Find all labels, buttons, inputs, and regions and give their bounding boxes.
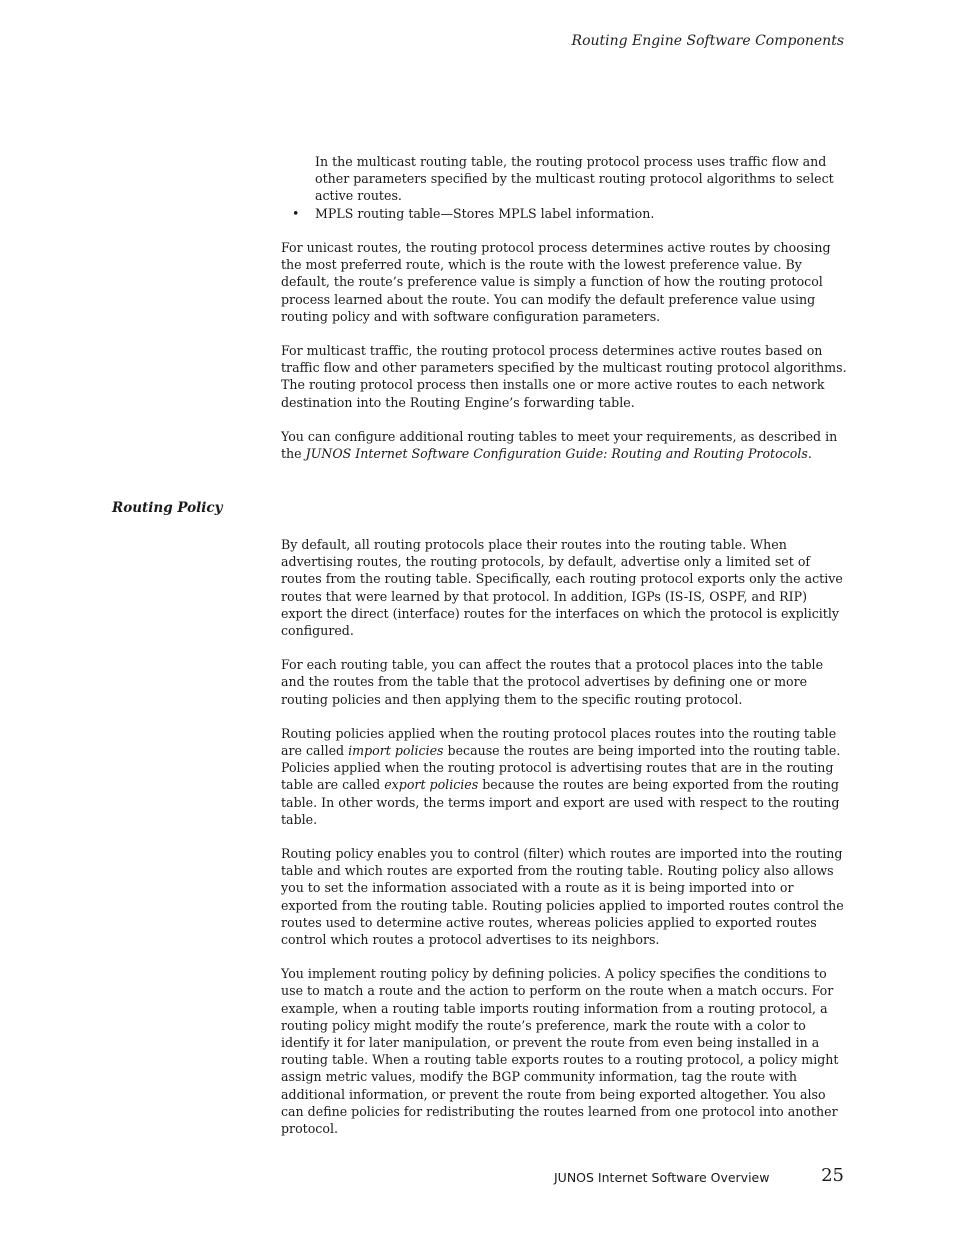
term-export-policies: export policies — [384, 777, 479, 793]
paragraph-text-end: . — [807, 446, 812, 462]
paragraph: In the multicast routing table, the routing protocol process uses traffic flow and other parameters specified by the multicast routing protocol algorithms to select active routes. — [315, 154, 834, 204]
bullet-text: MPLS routing table—Stores MPLS label information. — [315, 206, 655, 221]
paragraph-implement-policy: You implement routing policy by defining policies. A policy specifies the conditions to use to match a route and the action to perform on the route when a match occurs. For example, when a routing table imports routing information from a routing protocol, a routing policy might modify the route’s preference, mark the route with a color to identify it for later manipulation, or prevent the route from even being installed in a routing table. When a routing table exports routes to a routing protocol, a policy might assign metric values, modify the BGP community information, tag the route with additional information, or prevent the route from being exported altogether. You also can define policies for redistributing the routes learned from one protocol into another protocol. — [281, 966, 839, 1137]
paragraph-additional-tables — [281, 428, 849, 462]
paragraph-import-export — [281, 725, 849, 828]
footer-book-title: JUNOS Internet Software Overview — [554, 1170, 770, 1185]
section-heading: Routing Policy — [112, 500, 223, 516]
paragraph-multicast: For multicast traffic, the routing protocol process determines active routes based on traffic flow and other parameters specified by the multicast routing protocol algorithms. The routing protocol process then installs one or more active routes to each network destination into the Routing Engine’s forwarding table. — [281, 343, 847, 410]
page-number: 25 — [821, 1165, 844, 1186]
paragraph-unicast: For unicast routes, the routing protocol process determines active routes by choosing the most preferred route, which is the route with the lowest preference value. By default, the route’s preference value is simply a function of how the routing protocol process learned about the route. You can modify the default preference value using routing policy and with software configuration parameters. — [281, 240, 831, 324]
paragraph-affect-routes: For each routing table, you can affect the routes that a protocol places into the table and the routes from the table that the protocol advertises by defining one or more routing policies and then applying them to the specific routing protocol. — [281, 657, 824, 707]
intro-section — [281, 239, 849, 479]
paragraph-text: because the routes are being imported into the routing table. Policies applied when the routing protocol is advertising routes that are in the routing table are called — [281, 743, 841, 793]
routing-policy-section — [281, 536, 849, 1154]
term-import-policies: import policies — [348, 743, 444, 759]
bullet-icon: • — [292, 206, 300, 221]
running-header: Routing Engine Software Components — [571, 33, 844, 49]
paragraph-text: because the routes are being exported from the routing table. In other words, the terms import and export are used with respect to the routing table. — [281, 777, 840, 827]
paragraph-default-behavior: By default, all routing protocols place their routes into the routing table. When advertising routes, the routing protocols, by default, advertise only a limited set of routes from the routing table. Specifically, each routing protocol exports only the active routes that were learned by that protocol. In addition, IGPs (IS-IS, OSPF, and RIP) export the direct (interface) routes for the interfaces on which the protocol is explicitly configured. — [281, 537, 843, 639]
paragraph-text: Routing policies applied when the routing protocol places routes into the routing table are called — [281, 725, 837, 759]
paragraph-control-filter: Routing policy enables you to control (filter) which routes are imported into the routing table and which routes are exported from the routing table. Routing policy also allows you to set the information associated with a route as it is being imported into or exported from the routing table. Routing policies applied to imported routes control the routes used to determine active routes, whereas policies applied to exported routes control which routes a protocol advertises to its neighbors. — [281, 846, 844, 948]
book-reference: JUNOS Internet Software Configuration Guide: Routing and Routing Protocols — [305, 446, 808, 462]
paragraph-text: You can configure additional routing tables to meet your requirements, as described in the — [281, 428, 838, 462]
